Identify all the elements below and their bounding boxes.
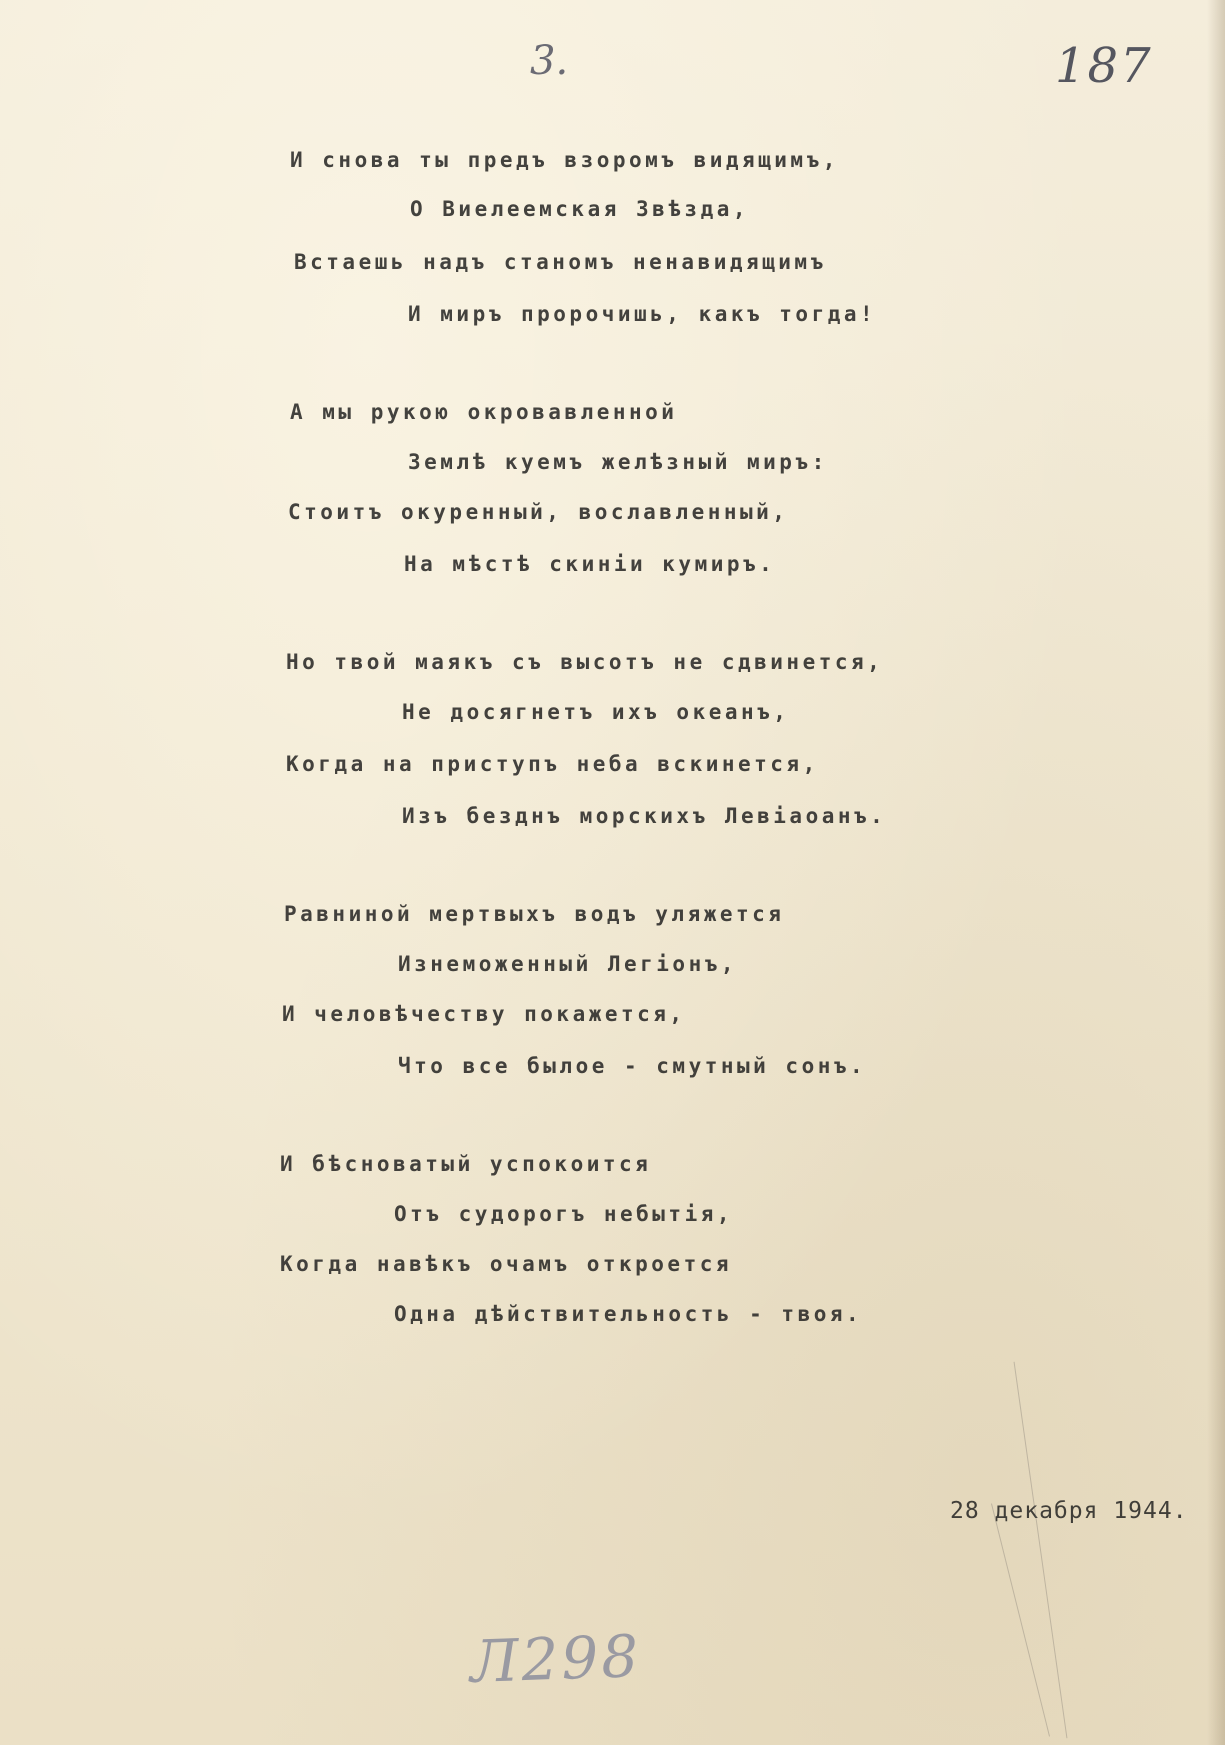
poem-line: Но твой маякъ съ высотъ не сдвинется,	[286, 650, 884, 674]
poem-line: Что все былое - смутный сонъ.	[398, 1054, 867, 1078]
poem-line: На мѣстѣ скиніи кумиръ.	[404, 552, 776, 576]
poem-line: Не досягнетъ ихъ океанъ,	[402, 700, 790, 724]
poem-line: И бѣсноватый успокоится	[280, 1152, 652, 1176]
poem-line: Изнеможенный Легіонъ,	[398, 952, 738, 976]
poem-line: О Виелеемская Звѣзда,	[410, 197, 750, 221]
poem-line: Отъ судорогъ небытія,	[394, 1202, 734, 1226]
poem-line: Равниной мертвыхъ водъ уляжется	[284, 902, 785, 926]
handwritten-page-number: 3.	[530, 38, 569, 84]
poem-line: И снова ты предъ взоромъ видящимъ,	[290, 148, 839, 172]
poem-date: 28 декабря 1944.	[950, 1498, 1188, 1524]
poem-line: Землѣ куемъ желѣзный миръ:	[408, 450, 828, 474]
poem-line: И миръ пророчишь, какъ тогда!	[408, 302, 877, 326]
poem-line: И человѣчеству покажется,	[282, 1002, 686, 1026]
poem-line: Встаешь надъ станомъ ненавидящимъ	[294, 250, 827, 274]
poem-line: Стоитъ окуренный, вославленный,	[288, 500, 789, 524]
poem-line: Когда на приступъ неба вскинется,	[286, 752, 819, 776]
poem-line: А мы рукою окровавленной	[290, 400, 678, 424]
handwritten-archive-number: Л298	[468, 1622, 643, 1696]
poem-line: Одна дѣйствительность - твоя.	[394, 1302, 863, 1326]
poem-line: Изъ безднъ морскихъ Левіаоанъ.	[402, 804, 887, 828]
handwritten-folio-number: 187	[1055, 38, 1153, 94]
poem-line: Когда навѣкъ очамъ откроется	[280, 1252, 733, 1276]
